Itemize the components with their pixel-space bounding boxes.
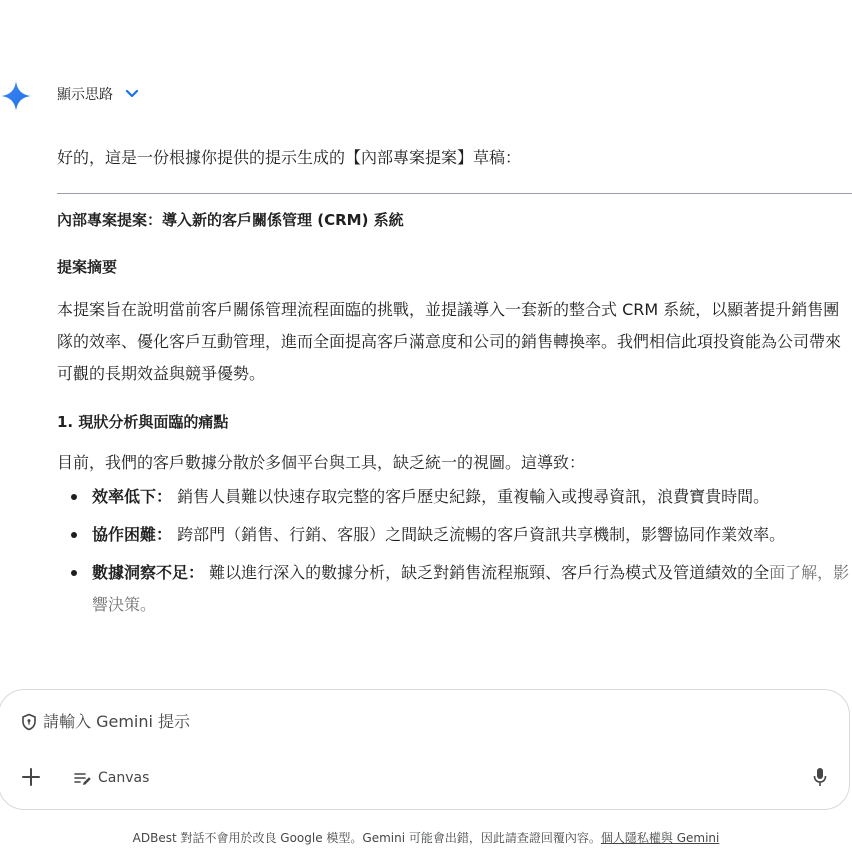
point-text: 銷售人員難以快速存取完整的客戶歷史紀錄，重複輸入或搜尋資訊，浪費寶貴時間。: [172, 487, 770, 506]
show-thinking-label: 顯示思路: [57, 87, 113, 103]
canvas-label: Canvas: [98, 770, 150, 786]
microphone-icon: [813, 767, 827, 787]
list-item: [57, 481, 852, 513]
point-bold: 數據洞察不足：: [92, 563, 205, 582]
point-text: 跨部門（銷售、行銷、客服）之間缺乏流暢的客戶資訊共享機制，影響協同作業效率。: [172, 525, 786, 544]
point-text: 難以進行深入的數據分析，缺乏對銷售流程瓶頸、客戶行為模式及管道績效的全: [204, 563, 770, 582]
point-bold: 協作困難：: [92, 525, 173, 544]
microphone-button[interactable]: [813, 767, 827, 787]
proposal-title: 內部專案提案：導入新的客戶關係管理 (CRM) 系統: [57, 211, 404, 229]
gemini-star-icon: [0, 80, 32, 112]
section-intro: 目前，我們的客戶數據分散於多個平台與工具，缺乏統一的視圖。這導致：: [57, 453, 586, 472]
shield-icon: [21, 713, 37, 731]
add-button[interactable]: [21, 767, 41, 787]
plus-icon: [21, 767, 41, 787]
prompt-input-box: [0, 689, 850, 810]
pain-points-list: [57, 481, 852, 621]
list-item: [57, 519, 852, 551]
summary-paragraph: 本提案旨在說明當前客戶關係管理流程面臨的挑戰，並提議導入一套新的整合式 CRM 系統，以顯著提升銷售團隊的效率、優化客戶互動管理，進而全面提高客戶滿意度和公司的銷售轉換率。我們相信此項投資能為公司帶來可觀的長期效益與競爭優勢。: [57, 300, 842, 383]
chevron-down-icon: [125, 89, 139, 99]
summary-heading: 提案摘要: [57, 258, 118, 276]
list-item: [57, 557, 852, 621]
canvas-button[interactable]: [74, 770, 149, 786]
prompt-input[interactable]: [43, 712, 443, 731]
footer-text: ADBest 對話不會用於改良 Google 模型。Gemini 可能會出錯，因此請查證回覆內容。: [132, 831, 601, 845]
divider: [57, 193, 852, 194]
point-bold: 效率低下：: [92, 487, 173, 506]
canvas-icon: [74, 771, 92, 785]
section-heading: 1. 現狀分析與面臨的痛點: [57, 413, 229, 431]
point-text-faded: 面了解，影響決策。: [92, 563, 850, 614]
privacy-link[interactable]: 個人隱私權與 Gemini: [600, 831, 720, 845]
response-content: [57, 146, 852, 627]
response-intro: 好的，這是一份根據你提供的提示生成的【內部專案提案】草稿：: [57, 148, 522, 167]
show-thinking-toggle[interactable]: [57, 84, 139, 104]
footer-disclaimer: [0, 829, 852, 846]
